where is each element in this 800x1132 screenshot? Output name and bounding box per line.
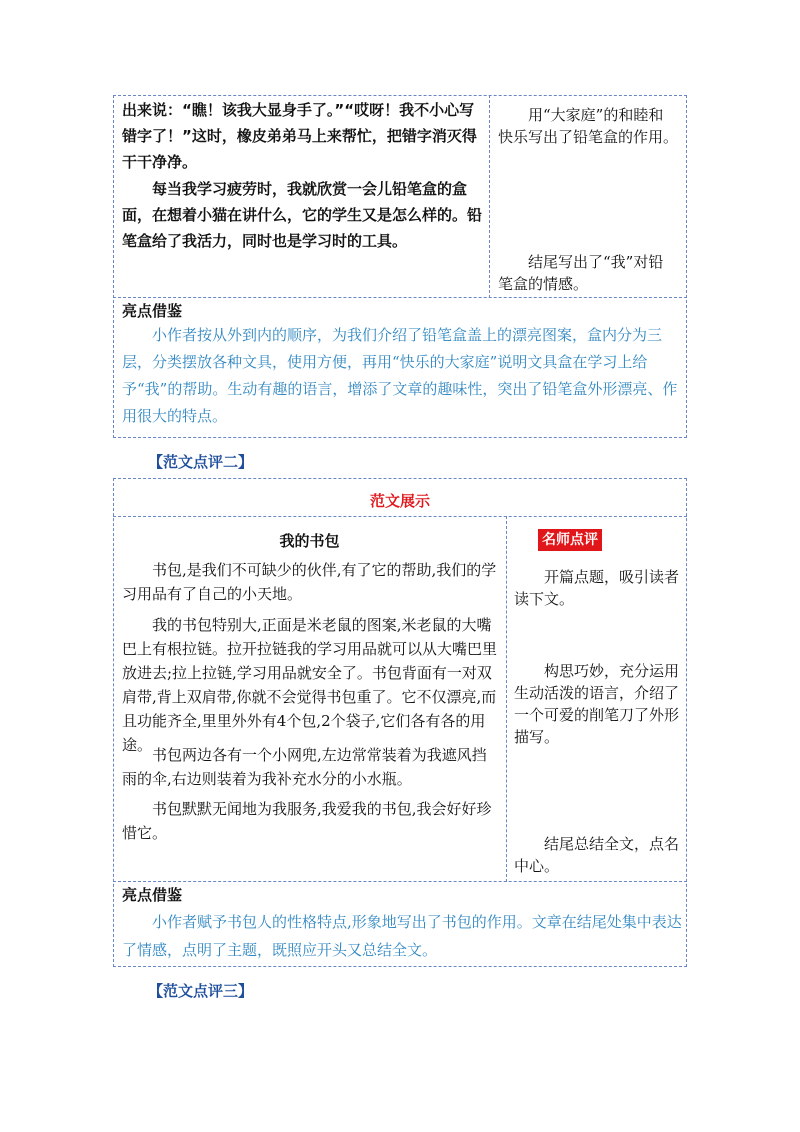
- teacher-comment-badge: 名师点评: [538, 529, 602, 551]
- highlight-text: 小作者赋予书包人的性格特点,形象地写出了书包的作用。文章在结尾处集中表达了情感，点明了主题，既照应开头又总结全文。: [122, 913, 682, 959]
- essay-paragraph: 出来说：“瞧！该我大显身手了。”“哎呀！我不小心写错字了！”这时，橡皮弟弟马上来帮忙，把错字消灭得干干净净。: [122, 101, 477, 171]
- essay-paragraph: 书包默默无闻地为我服务,我爱我的书包,我会好好珍惜它。: [122, 800, 492, 842]
- highlight-heading: 亮点借鉴: [122, 886, 183, 904]
- teacher-comment: 结尾总结全文，点名中心。: [514, 835, 680, 875]
- teacher-comment: 开篇点题，吸引读者读下文。: [514, 568, 680, 608]
- section-label-3: 【范文点评三】: [148, 982, 254, 1000]
- banner-title: 范文展示: [369, 492, 430, 510]
- essay-paragraph: 书包两边各有一个小网兜,左边常常装着为我遮风挡雨的伞,右边则装着为我补充水分的小水瓶。: [122, 746, 487, 788]
- section-label-2: 【范文点评二】: [148, 453, 254, 471]
- table-1-column-divider: [489, 95, 490, 298]
- teacher-comment: 构思巧妙，充分运用生动活泼的语言，介绍了一个可爱的削笔刀了外形描写。: [514, 662, 680, 746]
- teacher-comment: 用“大家庭”的和睦和快乐写出了铅笔盒的作用。: [498, 106, 679, 146]
- essay-paragraph: 我的书包特别大,正面是米老鼠的图案,米老鼠的大嘴巴上有根拉链。拉开拉链我的学习用品就可以从大嘴巴里放进去;拉上拉链,学习用品就安全了。书包背面有一对双肩带,背上双肩带,你就不会觉得书包重了。它不仅漂亮,而且功能齐全,里里外外有4个包,2个袋子,它们各有各的用途。: [122, 616, 498, 754]
- teacher-comment: 结尾写出了“我”对铅笔盒的情感。: [498, 253, 664, 293]
- table-2-row-divider: [113, 881, 687, 882]
- table-2-banner-divider: [113, 516, 687, 517]
- essay-title: 我的书包: [279, 532, 340, 550]
- essay-paragraph: 书包,是我们不可缺少的伙伴,有了它的帮助,我们的学习用品有了自己的小天地。: [122, 561, 497, 603]
- essay-paragraph: 每当我学习疲劳时，我就欣赏一会儿铅笔盒的盒面，在想着小猫在讲什么，它的学生又是怎么样的。铅笔盒给了我活力，同时也是学习时的工具。: [122, 180, 483, 250]
- highlight-text: 小作者按从外到内的顺序，为我们介绍了铅笔盒盖上的漂亮图案，盒内分为三层，分类摆放各种文具，使用方便，再用“快乐的大家庭”说明文具盒在学习上给予“我”的帮助。生动有趣的语言，增添了文章的趣味性，突出了铅笔盒外形漂亮、作用很大的特点。: [122, 326, 678, 425]
- table-2-column-divider: [506, 516, 507, 882]
- highlight-heading: 亮点借鉴: [122, 302, 183, 320]
- table-1-row-divider: [113, 297, 687, 298]
